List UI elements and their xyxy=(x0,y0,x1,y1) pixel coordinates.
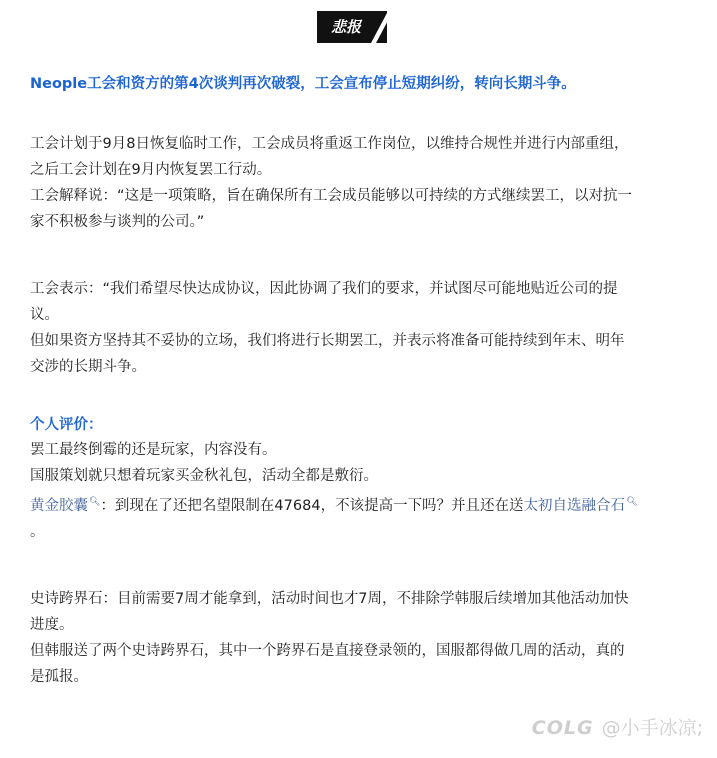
search-icon[interactable]: 🔍︎ xyxy=(89,497,101,507)
watermark-user: @小手冰凉; xyxy=(601,717,703,739)
paragraph-2-line-2: 议。 xyxy=(30,307,59,323)
paragraph-1-line-1: 工会计划于9月8日恢复临时工作，工会成员将重返工作岗位，以维持合规性并进行内部重组， xyxy=(30,136,629,152)
paragraph-1-line-3: 工会解释说：“这是一项策略，旨在确保所有工会成员能够以可持续的方式继续罢工，以对抗一 xyxy=(30,188,633,204)
review-line-3-text: ：到现在了还把名望限制在47684，不该提高一下吗？并且还在送 xyxy=(100,497,524,514)
badge xyxy=(317,11,387,43)
paragraph-1-line-4: 家不积极参与谈判的公司。” xyxy=(30,214,205,230)
headline: Neople工会和资方的第4次谈判再次破裂，工会宣布停止短期纠纷，转向长期斗争。 xyxy=(30,76,576,92)
badge-slash-decoration xyxy=(368,11,387,43)
review-title: 个人评价： xyxy=(30,417,103,433)
review-line-2: 国服策划就只想着玩家买金秋礼包，活动全都是敷衍。 xyxy=(30,468,378,484)
paragraph-2-line-1: 工会表示：“我们希望尽快达成协议，因此协调了我们的要求，并试图尽可能地贴近公司的提 xyxy=(30,281,618,297)
paragraph-3-line-2: 进度。 xyxy=(30,616,74,633)
link-fusion-stone[interactable]: 太初自选融合石 xyxy=(523,497,626,514)
paragraph-2-line-3: 但如果资方坚持其不妥协的立场，我们将进行长期罢工，并表示将准备可能持续到年末、明年 xyxy=(30,333,625,349)
article-body xyxy=(30,72,690,690)
paragraph-3-line-3: 但韩服送了两个史诗跨界石，其中一个跨界石是直接登录领的，国服都得做几周的活动，真的 xyxy=(30,642,625,659)
review-line-1: 罢工最终倒霉的还是玩家，内容没有。 xyxy=(30,442,277,458)
paragraph-3-line-4: 是孤报。 xyxy=(30,668,88,685)
link-golden-capsule[interactable]: 黄金胶囊 xyxy=(30,497,88,514)
watermark xyxy=(532,713,703,740)
search-icon[interactable]: 🔍︎ xyxy=(626,497,638,507)
badge-text: 悲报 xyxy=(330,18,361,36)
review-line-3-end: 。 xyxy=(30,523,45,540)
paragraph-3-line-1: 史诗跨界石：目前需要7周才能拿到，活动时间也才7周，不排除学韩服后续增加其他活动加快 xyxy=(30,590,629,607)
paragraph-1-line-2: 之后工会计划在9月内恢复罢工行动。 xyxy=(30,162,272,178)
colg-logo: COLG xyxy=(531,717,594,739)
review-line-3 xyxy=(30,489,690,519)
paragraph-2-line-4: 交涉的长期斗争。 xyxy=(30,359,146,375)
